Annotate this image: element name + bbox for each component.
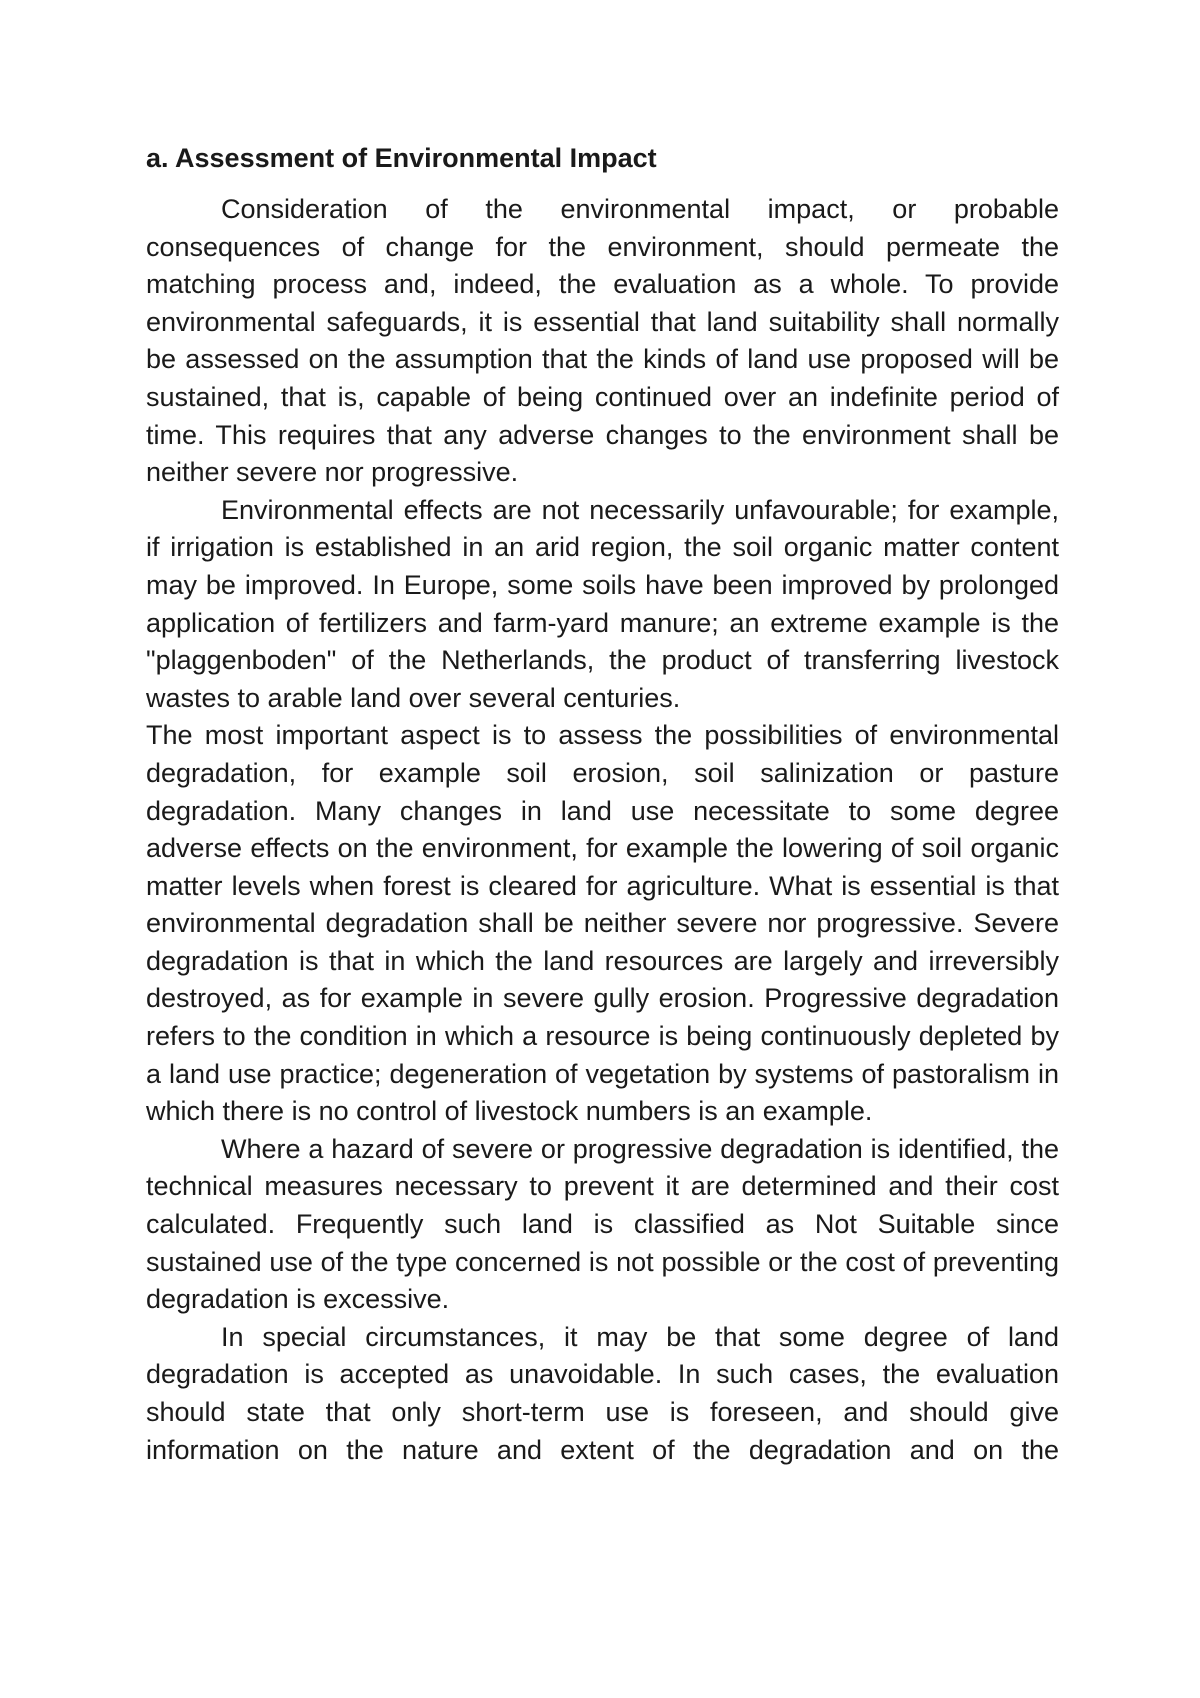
paragraph-environmental-effects: Environmental effects are not necessarily unfavourable; for example, if irrigation is established in an arid region, the soil organic matter content may be improved. In Europe, some soils have been improved by prolonged application of fertilizers and farm-yard manure; an extreme example is the "plaggenboden" of the Netherlands, the product of transferring livestock wastes to arable land over several centuries.	[146, 494, 1059, 713]
paragraph-hazard: Where a hazard of severe or progressive degradation is identified, the technical measures necessary to prevent it are determined and their cost calculated. Frequently such land is classified as Not Suitable since sustained use of the type concerned is not possible or the cost of preventing degradation is excessive.	[146, 1133, 1059, 1315]
document-body	[146, 140, 1059, 1469]
paragraph-special-circumstances: In special circumstances, it may be that some degree of land degradation is accepted as unavoidable. In such cases, the evaluation should state that only short-term use is foreseen, and should give information on the nature and extent of the degradation and on the	[146, 1321, 1059, 1465]
paragraph-consideration: Consideration of the environmental impact, or probable consequences of change for the environment, should permeate the matching process and, indeed, the evaluation as a whole. To provide environmental safeguards, it is essential that land suitability shall normally be assessed on the assumption that the kinds of land use proposed will be sustained, that is, capable of being continued over an indefinite period of time. This requires that any adverse changes to the environment shall be neither severe nor progressive.	[146, 194, 1059, 488]
paragraph-important-aspect: The most important aspect is to assess the possibilities of environmental degradation, for example soil erosion, soil salinization or pasture degradation. Many changes in land use necessitate to some degree adverse effects on the environment, for example the lowering of soil organic matter levels when forest is cleared for agriculture. What is essential is that environmental degradation shall be neither severe nor progressive. Severe degradation is that in which the land resources are largely and irreversibly destroyed, as for example in severe gully erosion. Progressive degradation refers to the condition in which a resource is being continuously depleted by a land use practice; degeneration of vegetation by systems of pastoralism in which there is no control of livestock numbers is an example.	[146, 720, 1059, 1127]
section-heading: a. Assessment of Environmental Impact	[146, 143, 657, 173]
